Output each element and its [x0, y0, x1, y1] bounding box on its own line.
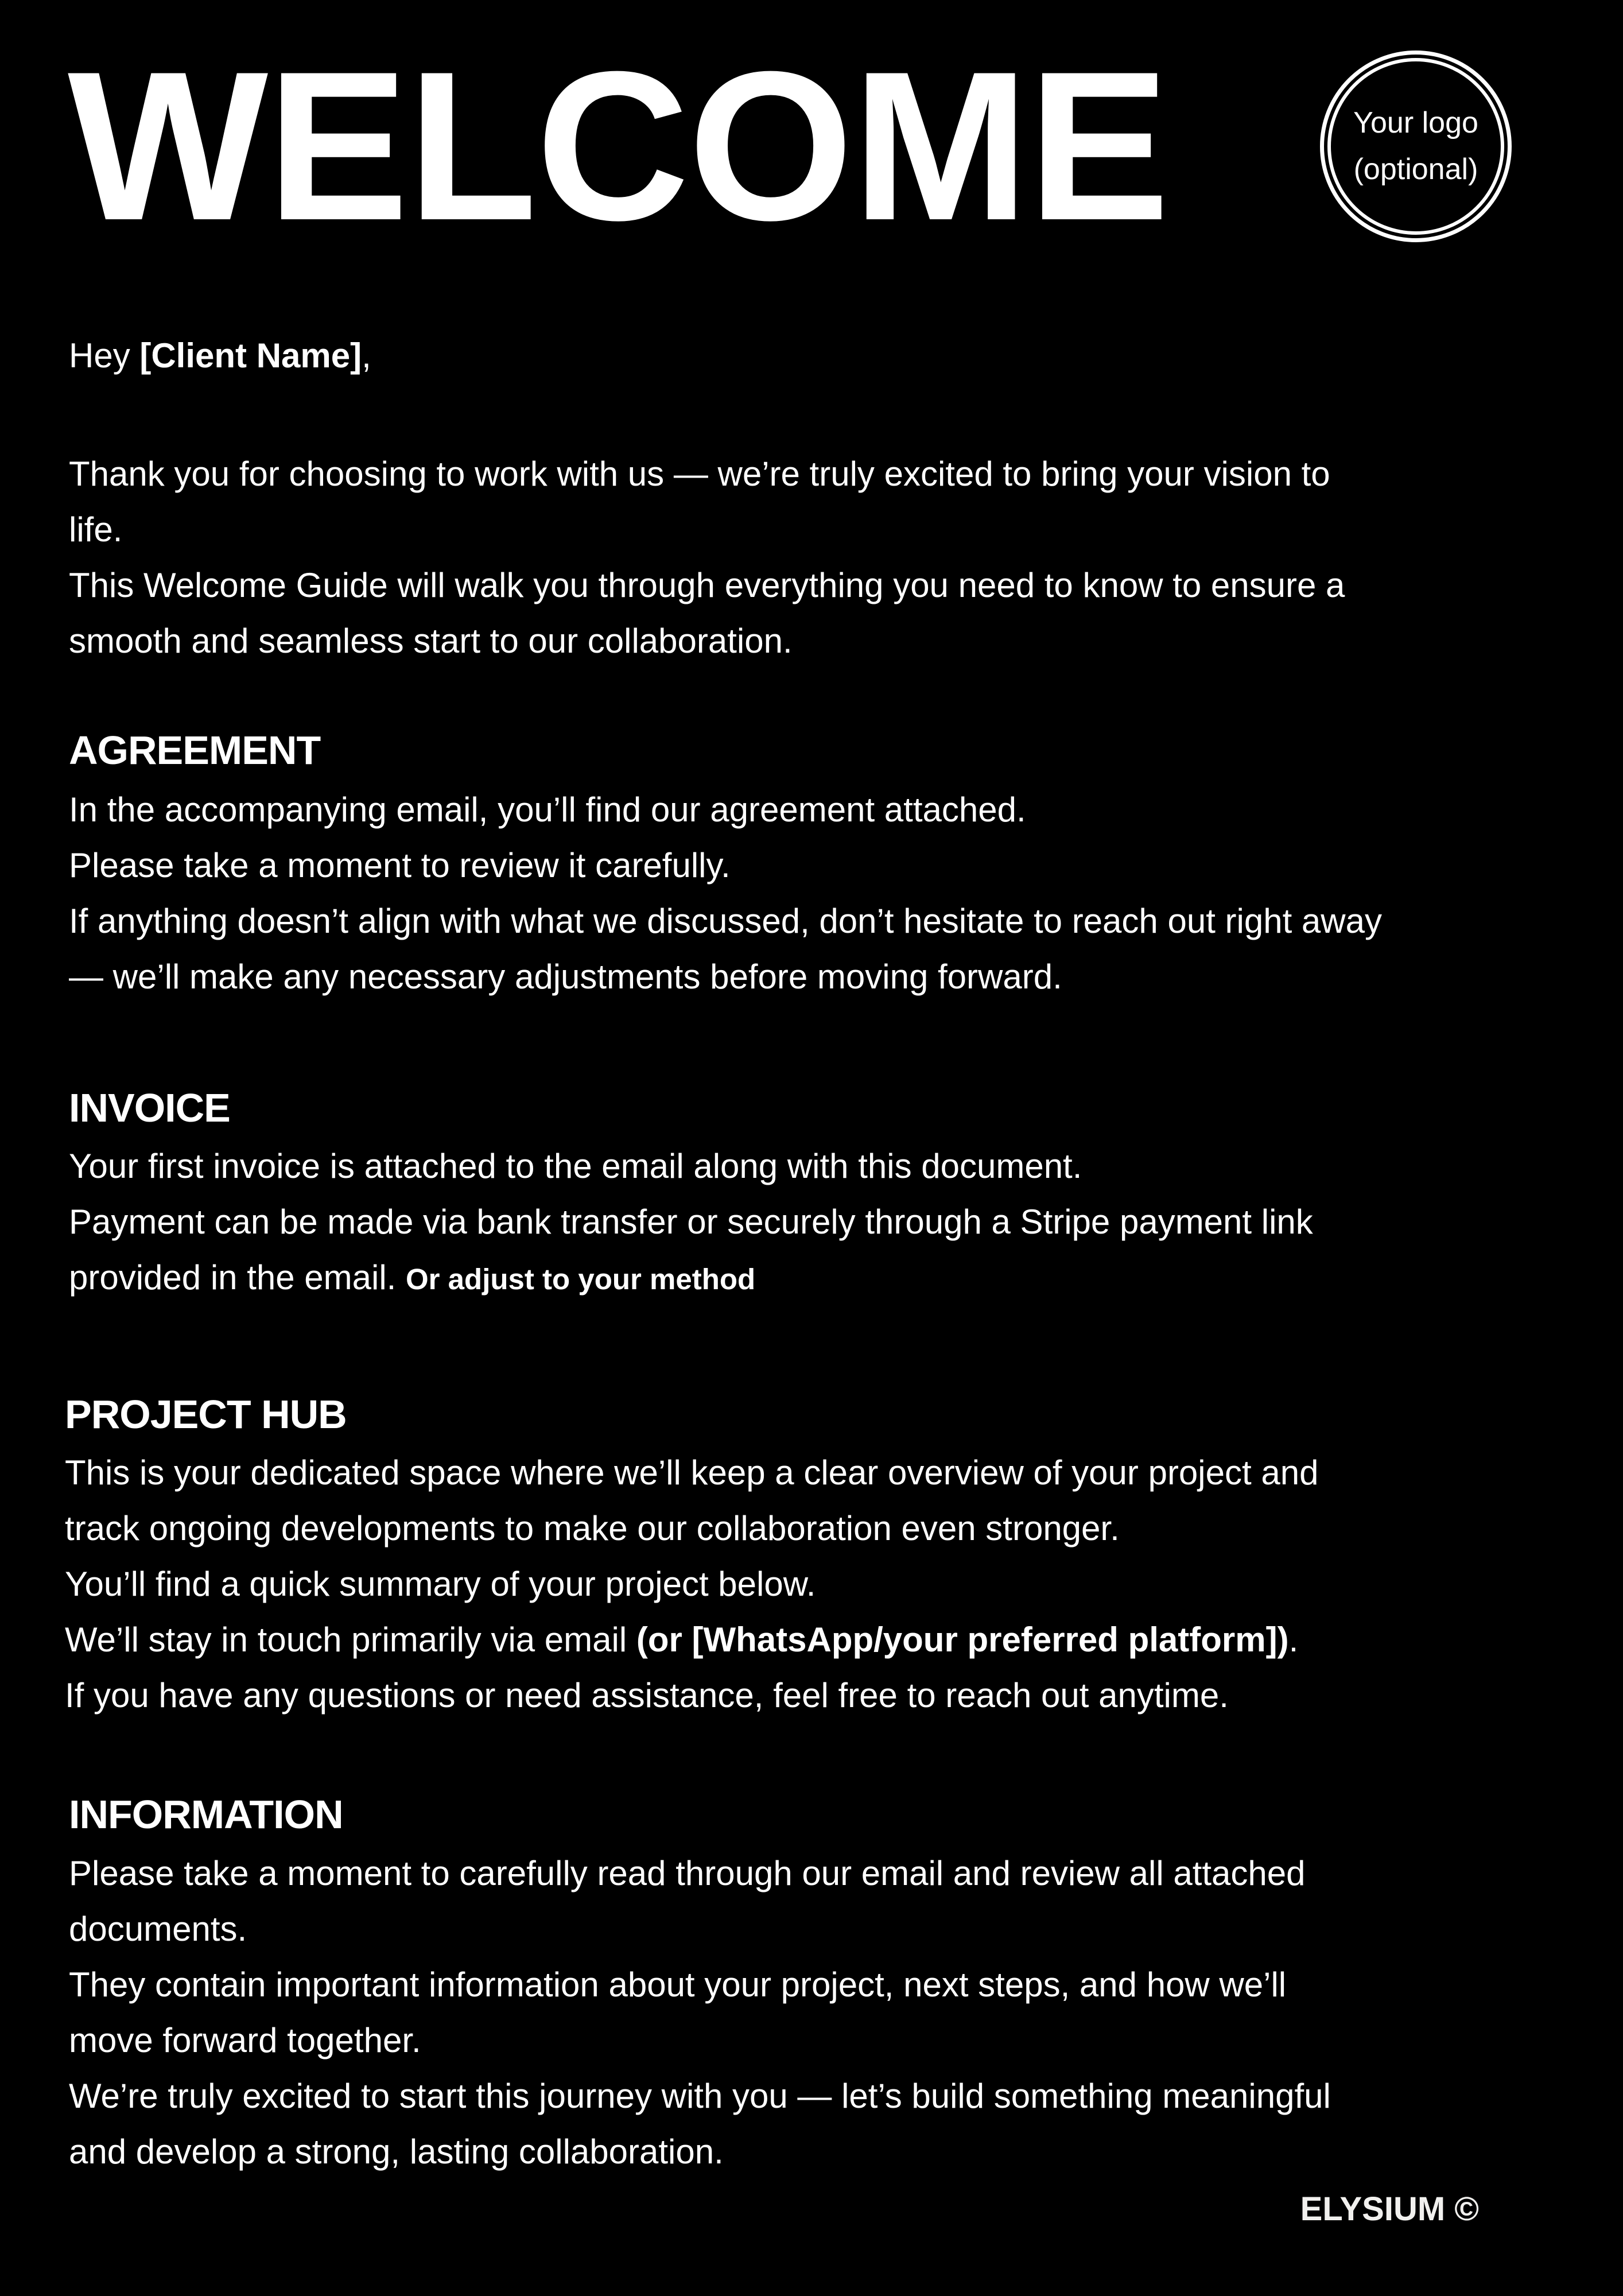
- section-information-text: [69, 1845, 1561, 2179]
- intro-line: This Welcome Guide will walk you through everything you need to know to ensure a: [69, 566, 1345, 604]
- project-hub-line: You’ll find a quick summary of your project below.: [65, 1565, 816, 1603]
- section-heading-invoice: INVOICE: [69, 1085, 230, 1130]
- information-line: documents.: [69, 1910, 247, 1948]
- preferred-platform-placeholder: (or [WhatsApp/your preferred platform]): [636, 1620, 1289, 1659]
- project-hub-line: This is your dedicated space where we’ll keep a clear overview of your project and: [65, 1453, 1319, 1492]
- section-project-hub-text: [65, 1445, 1561, 1723]
- information-line: Please take a moment to carefully read through our email and review all attached: [69, 1854, 1306, 1892]
- greeting-line: [69, 328, 1561, 383]
- section-heading-information: INFORMATION: [69, 1792, 343, 1837]
- section-agreement: [69, 723, 1561, 1004]
- information-line: and develop a strong, lasting collaboration.: [69, 2132, 724, 2171]
- payment-method-note: Or adjust to your method: [406, 1263, 756, 1296]
- section-heading-project-hub: PROJECT HUB: [65, 1392, 347, 1437]
- information-line: We’re truly excited to start this journey with you — let’s build something meaningful: [69, 2077, 1331, 2115]
- section-project-hub: [65, 1387, 1561, 1723]
- greeting-pre: Hey: [69, 336, 140, 375]
- brand-footer: ELYSIUM ©: [1300, 2190, 1479, 2228]
- intro-line: Thank you for choosing to work with us — we’re truly excited to bring your vision to: [69, 455, 1330, 493]
- agreement-line: If anything doesn’t align with what we discussed, don’t hesitate to reach out right away: [69, 902, 1382, 940]
- agreement-line: Please take a moment to review it carefully.: [69, 846, 731, 885]
- invoice-line: Payment can be made via bank transfer or securely through a Stripe payment link: [69, 1203, 1313, 1241]
- section-invoice: [69, 1080, 1561, 1307]
- page-title: WELCOME: [68, 28, 1169, 265]
- section-invoice-text: [69, 1138, 1561, 1307]
- information-line: They contain important information about your project, next steps, and how we’ll: [69, 1965, 1287, 2004]
- intro-line: smooth and seamless start to our collaboration.: [69, 622, 793, 660]
- section-heading-agreement: AGREEMENT: [69, 728, 321, 773]
- contact-line-pre: We’ll stay in touch primarily via email: [65, 1620, 636, 1659]
- invoice-line-payment-method: [69, 1250, 1561, 1307]
- information-line: move forward together.: [69, 2021, 421, 2060]
- logo-text-line2: (optional): [1353, 153, 1478, 186]
- client-name-placeholder: [Client Name]: [139, 336, 362, 375]
- contact-line-post: .: [1288, 1620, 1299, 1659]
- document-body: [65, 0, 1561, 2179]
- agreement-line: — we’ll make any necessary adjustments before moving forward.: [69, 957, 1062, 996]
- project-hub-line: If you have any questions or need assistance, feel free to reach out anytime.: [65, 1676, 1229, 1715]
- agreement-line: In the accompanying email, you’ll find our agreement attached.: [69, 790, 1026, 829]
- section-agreement-text: [69, 782, 1561, 1004]
- greeting-post: ,: [362, 336, 371, 375]
- intro-line: life.: [69, 510, 123, 549]
- intro-paragraph: [69, 446, 1561, 669]
- section-information: [69, 1787, 1561, 2179]
- logo-text-line1: Your logo: [1353, 106, 1478, 139]
- invoice-line-pre: provided in the email.: [69, 1258, 406, 1297]
- invoice-line: Your first invoice is attached to the email along with this document.: [69, 1147, 1082, 1185]
- project-hub-contact-line: [65, 1612, 1561, 1667]
- project-hub-line: track ongoing developments to make our collaboration even stronger.: [65, 1509, 1120, 1548]
